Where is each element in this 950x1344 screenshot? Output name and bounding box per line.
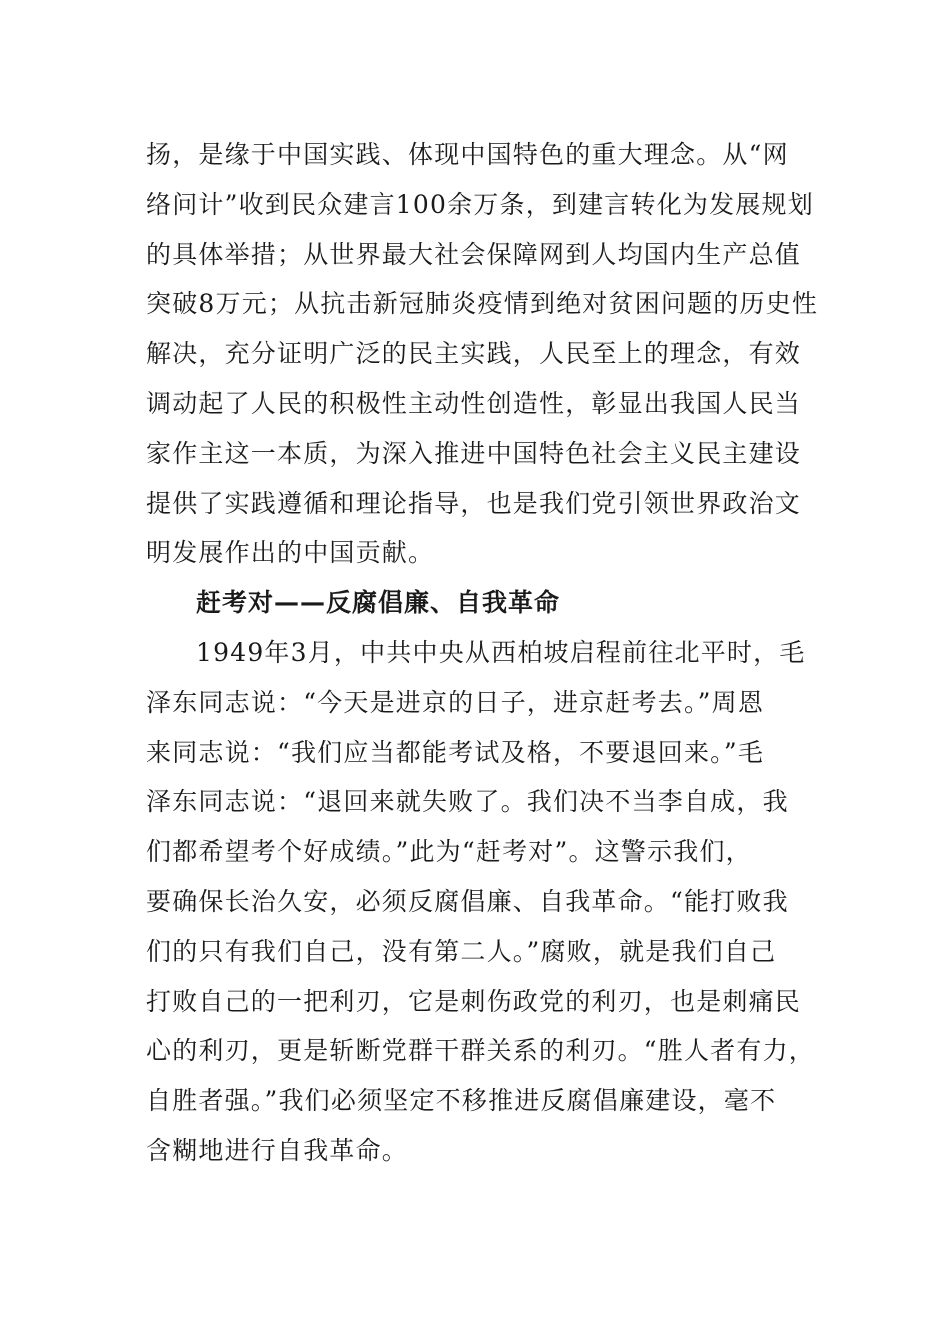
text-line: 要确保长治久安，必须反腐倡廉、自我革命。“能打败我: [146, 886, 789, 916]
section-heading: 赶考对——反腐倡廉、自我革命: [196, 588, 561, 618]
text-line: 们都希望考个好成绩。”此为“赶考对”。这警示我们，: [146, 837, 752, 867]
text-line: 解决，充分证明广泛的民主实践，人民至上的理念，有效: [146, 339, 802, 369]
text-line: 打败自己的一把利刃，它是刺伤政党的利刃，也是刺痛民: [146, 986, 802, 1016]
text-line: 心的利刃，更是斩断党群干群关系的利刃。“胜人者有力，: [146, 1036, 815, 1066]
text-line: 的具体举措；从世界最大社会保障网到人均国内生产总值: [146, 239, 802, 269]
text-line: 1949年3月，中共中央从西柏坡启程前往北平时，毛: [196, 637, 806, 667]
text-line: 泽东同志说：“今天是进京的日子，进京赶考去。”周恩: [146, 687, 765, 717]
text-line: 提供了实践遵循和理论指导，也是我们党引领世界政治文: [146, 488, 802, 518]
text-line: 家作主这一本质，为深入推进中国特色社会主义民主建设: [146, 438, 802, 468]
text-line: 扬，是缘于中国实践、体现中国特色的重大理念。从“网: [146, 140, 789, 169]
paragraph-exam: [146, 628, 826, 1176]
text-line: 含糊地进行自我革命。: [146, 1135, 409, 1165]
text-line: 调动起了人民的积极性主动性创造性，彰显出我国人民当: [146, 388, 802, 418]
text-line: 突破8万元；从抗击新冠肺炎疫情到绝对贫困问题的历史性: [146, 289, 819, 319]
text-line: 们的只有我们自己，没有第二人。”腐败，就是我们自己: [146, 936, 777, 966]
text-line: 泽东同志说：“退回来就失败了。我们决不当李自成，我: [146, 787, 789, 817]
text-line: 络问计”收到民众建言100余万条，到建言转化为发展规划: [146, 189, 814, 219]
text-line: 明发展作出的中国贡献。: [146, 538, 435, 568]
text-line: 来同志说：“我们应当都能考试及格，不要退回来。”毛: [146, 737, 765, 767]
paragraph-democracy: [146, 130, 826, 578]
text-line: 自胜者强。”我们必须坚定不移推进反腐倡廉建设，毫不: [146, 1086, 777, 1116]
document-body: [146, 130, 826, 1176]
